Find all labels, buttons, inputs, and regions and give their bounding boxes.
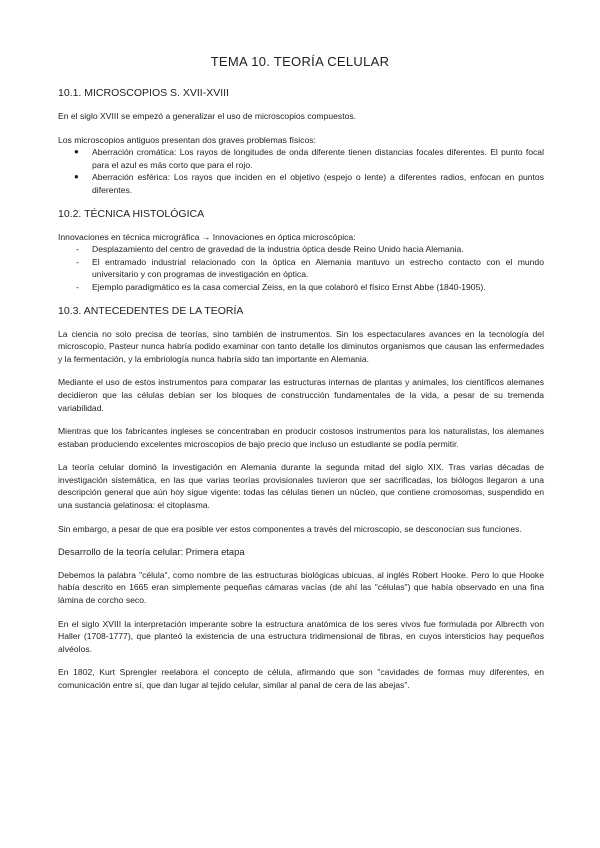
paragraph: La teoría celular dominó la investigación en Alemania durante la segunda mitad del siglo XIX. Tras varias décadas de investigación sistemática, en las que varias teorías provisionales tuvieron que ser sacrificadas, los biólogos llegaron a una descripción general que aún hoy sigue vigente: todas las células tienen un núcleo, que contiene cromosomas, suspendido en una sustancia gelatinosa: el citoplasma. bbox=[58, 462, 544, 511]
paragraph: La ciencia no solo precisa de teorías, sino también de instrumentos. Sin los espectaculares avances en la tecnología del microscopio, Pasteur nunca habría podido examinar con tanto detalle los diminutos organismos que causan las enfermedades y la fermentación, y la embriología nunca habría sido tan importante en Alemania. bbox=[58, 328, 544, 364]
paragraph: En el siglo XVIII se empezó a generalizar el uso de microscopios compuestos. bbox=[58, 111, 357, 121]
bullet-icon: ● bbox=[74, 172, 79, 182]
paragraph: Debemos la palabra "célula", como nombre de las estructuras biológicas ubicuas, al inglés Robert Hooke. Pero lo que Hooke había descrito en 1665 eran simplemente pequeñas cámaras vacías (de ahí las "células") que había observado en una fina lámina de corcho seco. bbox=[58, 569, 544, 606]
list-item: - El entramado industrial relacionado con la óptica en Alemania mantuvo un estrecho contacto con el mundo universitario y con programas de investigación en óptica. bbox=[76, 256, 544, 280]
paragraph: Mientras que los fabricantes ingleses se concentraban en producir costosos instrumentos para los naturalistas, los alemanes estaban produciendo excelentes microscopios de bajo precio que incluso un estudiante se podía permitir. bbox=[58, 426, 544, 449]
list-item: - Ejemplo paradigmático es la casa comercial Zeiss, en la que colaboró el físico Ernst Abbe (1840-1905). bbox=[76, 281, 486, 292]
page-title: TEMA 10. TEORÍA CELULAR bbox=[210, 54, 390, 69]
dash-icon: - bbox=[76, 244, 79, 255]
section-heading-microscopios: 10.1. MICROSCOPIOS S. XVII-XVIII bbox=[58, 87, 229, 99]
list-item: ● Aberración esférica: Los rayos que inciden en el objetivo (espejo o lente) a diferentes radios, enfocan en puntos diferentes. bbox=[74, 172, 544, 195]
list-item: - Desplazamiento del centro de gravedad de la industria óptica desde Reino Unido hacia Alemania. bbox=[76, 244, 464, 255]
paragraph: Sin embargo, a pesar de que era posible ver estos componentes a través del microscopio, se desconocían sus funciones. bbox=[58, 523, 522, 534]
paragraph: Innovaciones en técnica micrográfica → Innovaciones en óptica microscópica: bbox=[58, 231, 356, 242]
bullet-list bbox=[58, 146, 544, 196]
paragraph: En el siglo XVIII la interpretación imperante sobre la estructura anatómica de los seres vivos fue formulada por Albrecth von Haller (1708-1777), que planteó la existencia de una estructura tridimensional de fibras, en cuyos intersticios hay pequeños alvéolos. bbox=[58, 618, 544, 654]
document-body bbox=[58, 86, 544, 703]
dash-list bbox=[58, 243, 544, 293]
dash-icon: - bbox=[76, 256, 79, 267]
list-item: ● Aberración cromática: Los rayos de longitudes de onda diferente tienen distancias focales diferentes. El punto focal para el azul es más corto que para el rojo. bbox=[74, 147, 544, 170]
paragraph: Los microscopios antiguos presentan dos graves problemas físicos: bbox=[58, 134, 316, 145]
bullet-icon: ● bbox=[74, 147, 79, 157]
section-heading-antecedentes: 10.3. ANTECEDENTES DE LA TEORÍA bbox=[58, 304, 244, 317]
paragraph: Mediante el uso de estos instrumentos para comparar las estructuras internas de plantas y animales, los científicos alemanes decidieron que las células debían ser los bloques de construcción fundamentales de la vida, a pesar de su tremenda variabilidad. bbox=[58, 377, 544, 413]
subsection-heading: Desarrollo de la teoría celular: Primera etapa bbox=[58, 546, 245, 558]
section-heading-tecnica-histologica: 10.2. TÉCNICA HISTOLÓGICA bbox=[58, 207, 205, 220]
paragraph: En 1802, Kurt Sprengler reelabora el concepto de célula, afirmando que son "cavidades de formas muy diferentes, en comunicación entre sí, que dan lugar al tejido celular, similar al panal de cera de las abejas". bbox=[58, 667, 544, 690]
dash-icon: - bbox=[76, 281, 79, 292]
